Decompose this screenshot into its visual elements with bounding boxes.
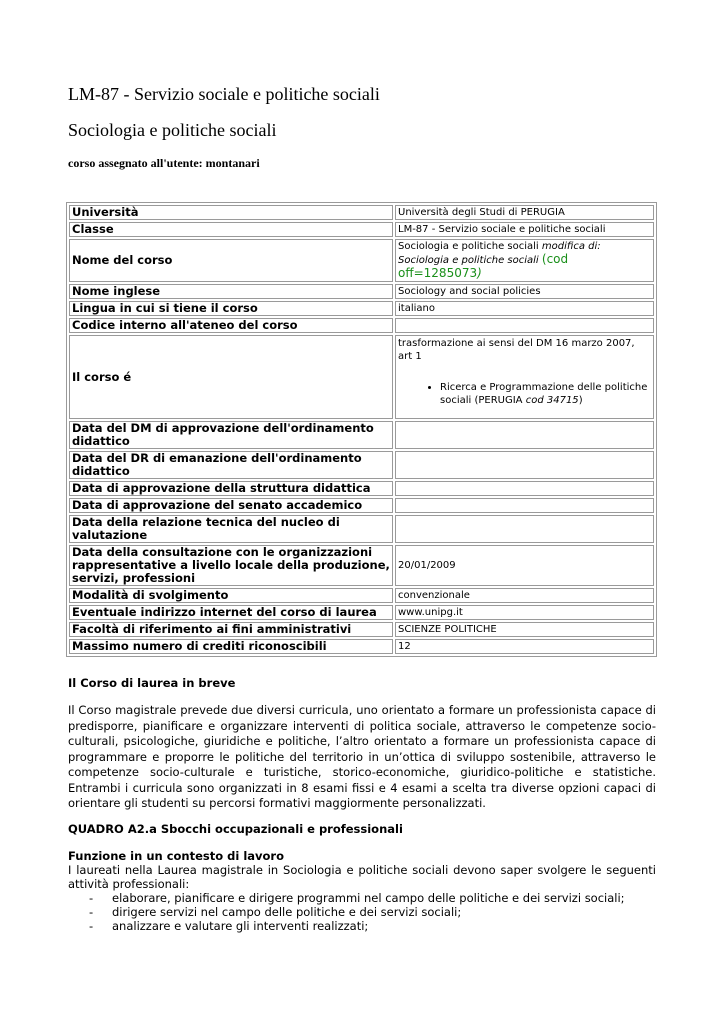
- item-close: ): [578, 395, 583, 406]
- table-row: [69, 588, 654, 603]
- table-row: [69, 222, 654, 237]
- row-label: Modalità di svolgimento: [69, 588, 393, 603]
- page-title: LM-87 - Servizio sociale e politiche sociali: [68, 84, 380, 104]
- assigned-user: corso assegnato all'utente: montanari: [68, 156, 260, 170]
- course-title: Sociologia e politiche sociali: [68, 120, 277, 140]
- table-row: [69, 515, 654, 543]
- row-value: [395, 239, 654, 282]
- row-label: Facoltà di riferimento ai fini amministrativi: [69, 622, 393, 637]
- row-label: Il corso é: [69, 335, 393, 419]
- list-item: [440, 381, 651, 407]
- row-value: LM-87 - Servizio sociale e politiche sociali: [395, 222, 654, 237]
- row-label: Data del DR di emanazione dell'ordinamento didattico: [69, 451, 393, 479]
- row-value: [395, 421, 654, 449]
- table-row: [69, 545, 654, 586]
- item-cod: cod 34715: [525, 395, 579, 406]
- table-row: [69, 639, 654, 654]
- row-value: 20/01/2009: [395, 545, 654, 586]
- table-row: [69, 421, 654, 449]
- table-row: [69, 498, 654, 513]
- table-row: [69, 318, 654, 333]
- row-label: Eventuale indirizzo internet del corso di laurea: [69, 605, 393, 620]
- row-label: Codice interno all'ateneo del corso: [69, 318, 393, 333]
- row-value: 12: [395, 639, 654, 654]
- row-value: SCIENZE POLITICHE: [395, 622, 654, 637]
- row-value: [395, 318, 654, 333]
- table-row: [69, 335, 654, 419]
- row-label: Data della consultazione con le organizzazioni rappresentative a livello locale della produzione, servizi, professioni: [69, 545, 393, 586]
- row-value: italiano: [395, 301, 654, 316]
- row-value: [395, 481, 654, 496]
- row-value: Università degli Studi di PERUGIA: [395, 205, 654, 220]
- course-website-link[interactable]: www.unipg.it: [395, 605, 654, 620]
- table-row: [69, 451, 654, 479]
- course-name: Sociologia e politiche sociali: [398, 241, 539, 252]
- course-info-table: [66, 202, 657, 657]
- list-item: - dirigere servizi nel campo delle politiche e dei servizi sociali;: [112, 905, 656, 919]
- row-label: Università: [69, 205, 393, 220]
- row-value: [395, 515, 654, 543]
- row-label: Data del DM di approvazione dell'ordinamento didattico: [69, 421, 393, 449]
- quadro-heading: QUADRO A2.a Sbocchi occupazionali e professionali: [68, 822, 403, 836]
- funzione-list: [68, 891, 656, 933]
- table-row: [69, 605, 654, 620]
- breve-text: Il Corso magistrale prevede due diversi curricula, uno orientato a formare un professionista capace di predisporre, pianificare e organizzare interventi di politica sociale, attraverso le competenze socio-culturali, psicologiche, giuridiche e politiche, l’altro orientato a formare un professionista capace di programmare e proporre le politiche del territorio in un’ottica di sviluppo sostenibile, attraverso le competenze socio-culturale e turistiche, storico-economiche, giuridico-politiche e statistiche. Entrambi i curricula sono organizzati in 8 esami fissi e 4 esami a scelta tra diverse opzioni capaci di orientare gli studenti su percorsi formativi maggiormente personalizzati.: [68, 703, 656, 810]
- funzione-text: I laureati nella Laurea magistrale in Sociologia e politiche sociali devono saper svolgere le seguenti attività professionali:: [68, 863, 656, 891]
- breve-heading: Il Corso di laurea in breve: [68, 676, 236, 690]
- row-value: Sociology and social policies: [395, 284, 654, 299]
- list-item: - elaborare, pianificare e dirigere programmi nel campo delle politiche e dei servizi sociali;: [112, 891, 656, 905]
- row-value: [395, 498, 654, 513]
- row-label: Lingua in cui si tiene il corso: [69, 301, 393, 316]
- table-row: [69, 301, 654, 316]
- funzione-heading: Funzione in un contesto di lavoro: [68, 849, 284, 863]
- cod-off-link[interactable]: cod off=1285073: [398, 252, 569, 280]
- item-text: Ricerca e Programmazione delle politiche sociali (PERUGIA: [440, 382, 648, 406]
- cod-off-close: ): [477, 266, 482, 280]
- modifica-note: modifica di: Sociologia e politiche sociali: [398, 241, 601, 266]
- table-row: [69, 205, 654, 220]
- row-label: Massimo numero di crediti riconoscibili: [69, 639, 393, 654]
- row-label: Nome del corso: [69, 239, 393, 282]
- bullet-list: [398, 381, 651, 407]
- row-label: Data della relazione tecnica del nucleo di valutazione: [69, 515, 393, 543]
- list-item: - analizzare e valutare gli interventi realizzati;: [112, 919, 656, 933]
- row-label: Classe: [69, 222, 393, 237]
- row-label: Data di approvazione della struttura didattica: [69, 481, 393, 496]
- row-value: convenzionale: [395, 588, 654, 603]
- row-value: [395, 451, 654, 479]
- table-row: [69, 239, 654, 282]
- table-row: [69, 284, 654, 299]
- row-label: Data di approvazione del senato accademico: [69, 498, 393, 513]
- table-row: [69, 481, 654, 496]
- row-value: [395, 335, 654, 419]
- row-label: Nome inglese: [69, 284, 393, 299]
- table-row: [69, 622, 654, 637]
- cod-off-open: (: [541, 252, 547, 266]
- transformation-note: trasformazione ai sensi del DM 16 marzo 2007, art 1: [398, 338, 635, 362]
